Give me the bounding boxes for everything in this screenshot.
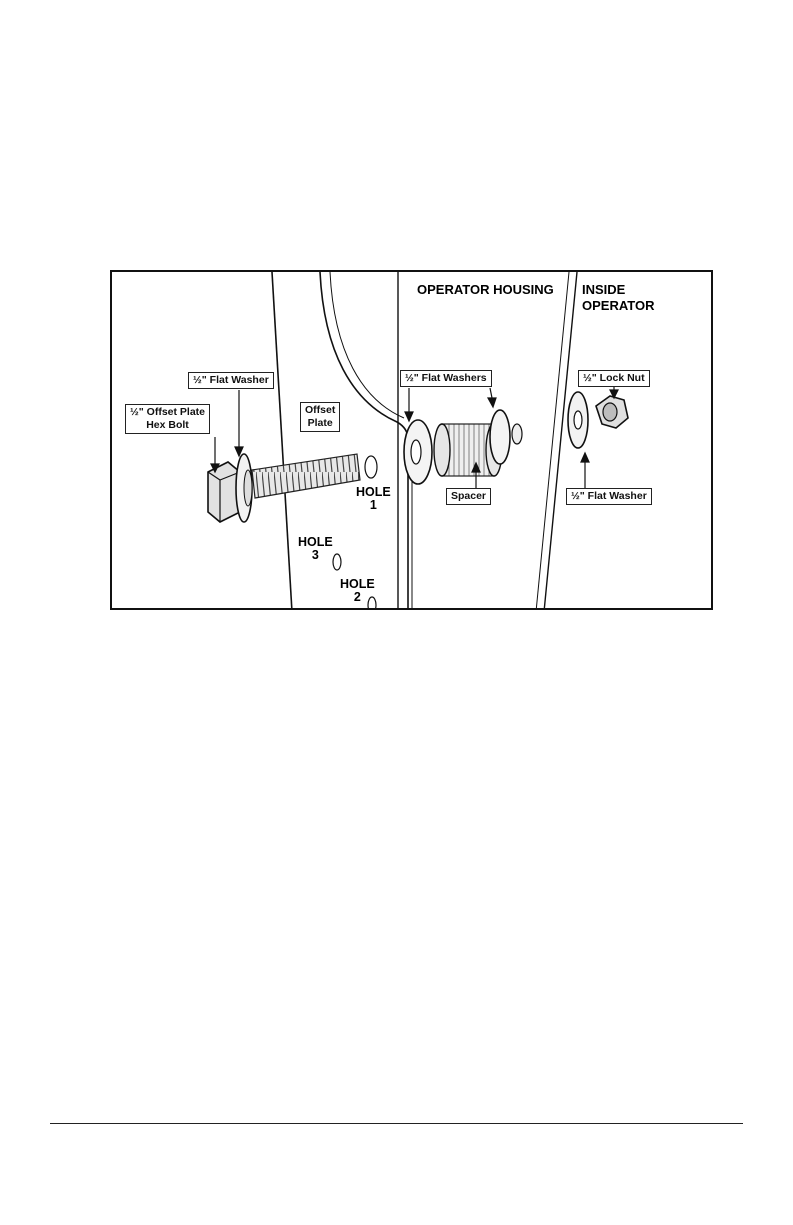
flat-washers-label: ½" Flat Washers <box>400 370 492 387</box>
offset-plate-edge <box>272 272 292 610</box>
bolt-threads <box>252 454 360 498</box>
bolt-hex-head <box>208 462 240 522</box>
assembly-illustration <box>112 272 713 610</box>
spacer-washer-right <box>490 410 510 464</box>
lock-nut-label: ½" Lock Nut <box>578 370 650 387</box>
spacer-label: Spacer <box>446 488 491 505</box>
hole-2-label: HOLE 2 <box>340 577 375 604</box>
hole-1-label: HOLE 1 <box>356 485 391 512</box>
housing-edge-right-2 <box>536 272 569 610</box>
offset-plate-label: Offset Plate <box>300 402 340 432</box>
offset-plate-edge-2 <box>330 272 404 418</box>
operator-housing-label: OPERATOR HOUSING <box>417 282 554 297</box>
flat-washer-label-left: ½" Flat Washer <box>188 372 274 389</box>
assembly-diagram <box>110 270 713 610</box>
hole-3-label: HOLE 3 <box>298 535 333 562</box>
hole-1-shape <box>365 456 377 478</box>
flat-washer-label-right: ½" Flat Washer <box>566 488 652 505</box>
offset-plate-hex-bolt-label: ½" Offset Plate Hex Bolt <box>125 404 210 434</box>
hole-3-shape <box>333 554 341 570</box>
inside-operator-label: INSIDE OPERATOR <box>582 282 655 313</box>
footer-divider <box>50 1123 743 1124</box>
